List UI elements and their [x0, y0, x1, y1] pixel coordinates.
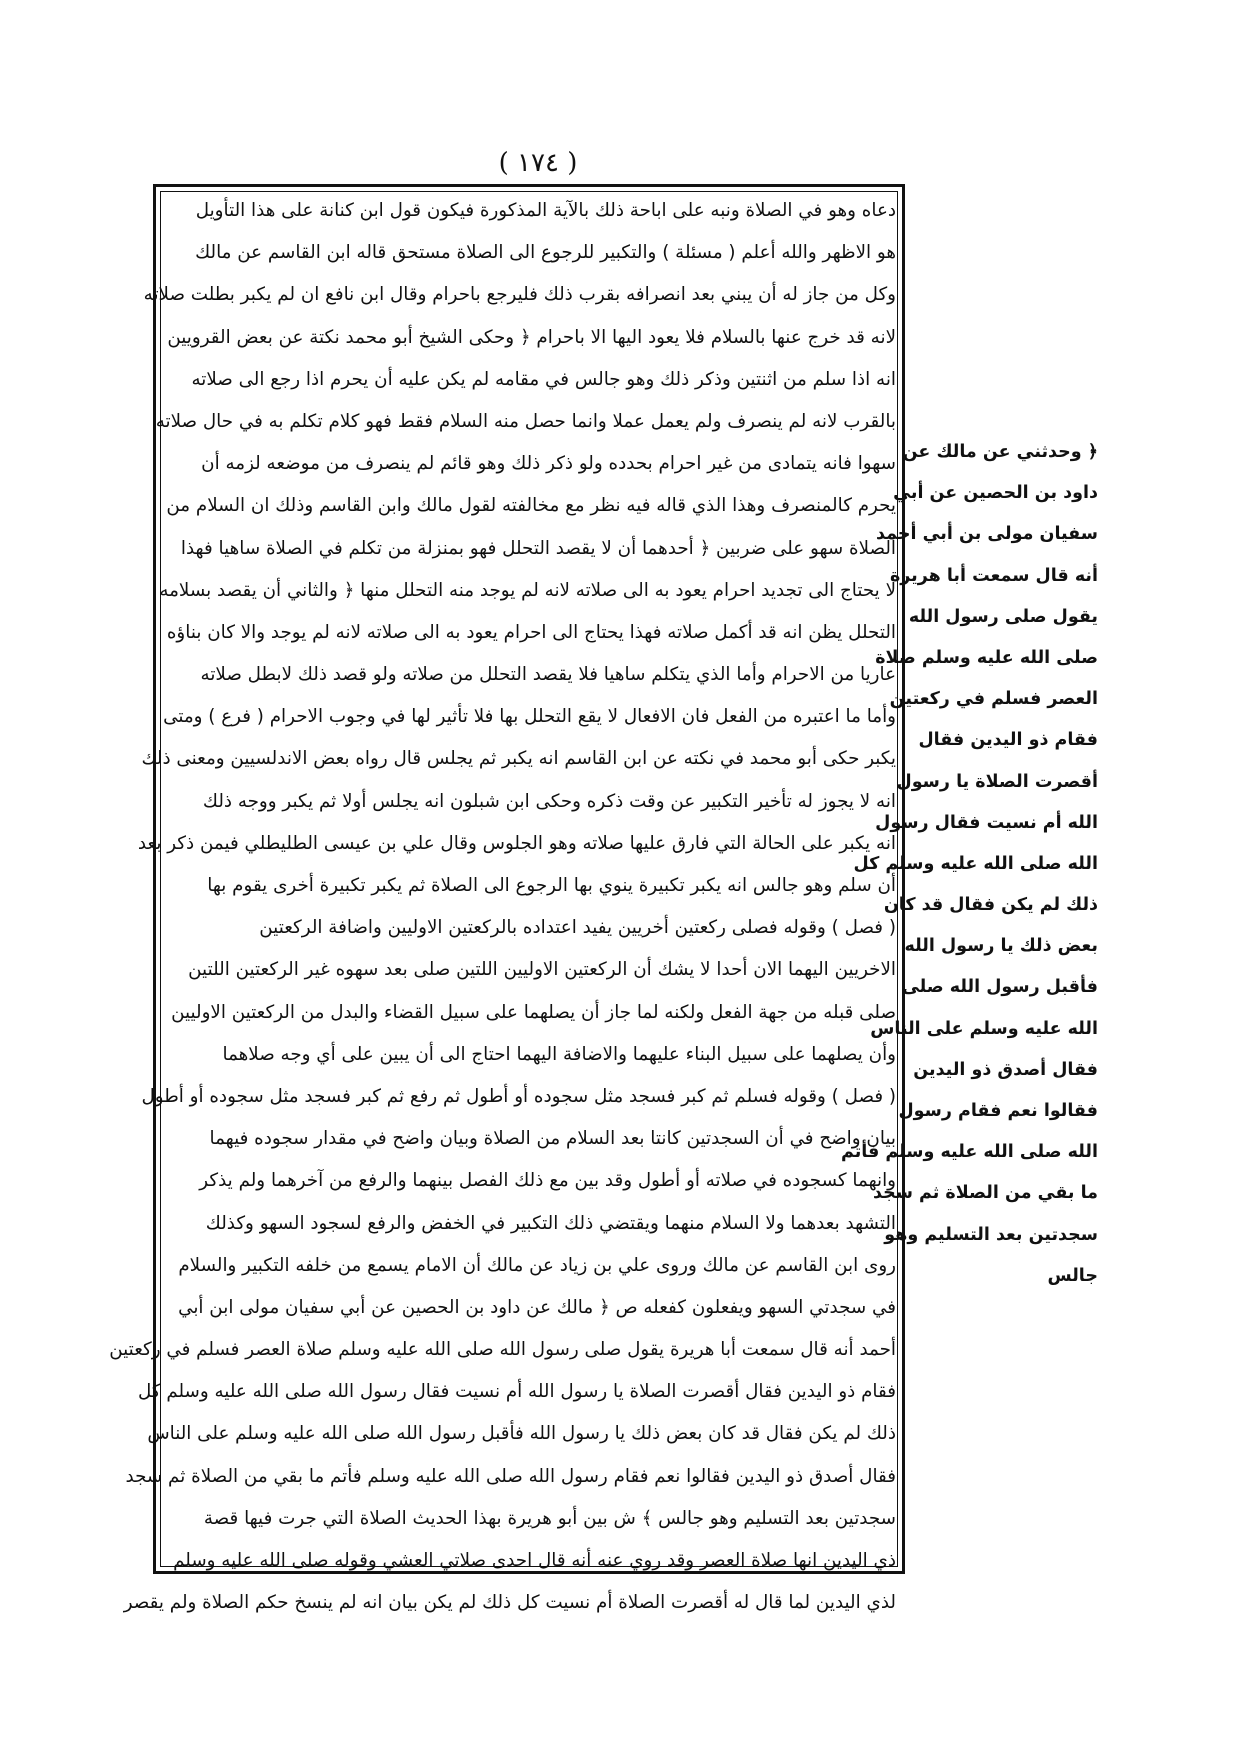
- main-text-line: صلى قبله من جهة الفعل ولكنه لما جاز أن يصلهما على سبيل القضاء والبدل من الركعتين الاوليين: [171, 1001, 896, 1023]
- main-text-line: وكل من جاز له أن يبني بعد انصرافه بقرب ذلك فليرجع باحرام وقال ابن نافع ان لم يكبر بطلت صلاته: [143, 284, 896, 306]
- main-text-line: انه اذا سلم من اثنتين وذكر ذلك وهو جالس في مقامه لم يكن عليه أن يحرم اذا رجع الى صلاته: [191, 368, 896, 390]
- marginal-text-line: فقام ذو اليدين فقال: [918, 730, 1098, 751]
- marginal-text-line: جالس: [1047, 1265, 1098, 1286]
- main-text-line: لانه قد خرج عنها بالسلام فلا يعود اليها الا باحرام ﴿ وحكى الشيخ أبو محمد نكتة عن بعض القرويين: [167, 326, 896, 348]
- main-text-line: لذي اليدين لما قال له أقصرت الصلاة أم نسيت كل ذلك لم يكن بيان انه لم ينسخ حكم الصلاة ولم يقصر: [123, 1592, 896, 1614]
- main-text-line: وانهما كسجوده في صلاته أو أطول وقد بين مع ذلك الفصل بينهما والرفع من آخرهما ولم يذكر: [199, 1170, 896, 1192]
- marginal-text-line: ما بقي من الصلاة ثم سجد: [873, 1183, 1098, 1204]
- marginal-text-line: ﴿ وحدثني عن مالك عن: [902, 442, 1098, 462]
- marginal-text-line: فقالوا نعم فقام رسول: [898, 1101, 1098, 1121]
- marginal-text-line: ذلك لم يكن فقال قد كان: [883, 895, 1098, 916]
- marginal-text-line: الله عليه وسلم على الناس: [870, 1018, 1098, 1039]
- marginal-text-line: الله صلى الله عليه وسلم كل: [853, 853, 1098, 874]
- marginal-text-line: بعض ذلك يا رسول الله: [904, 936, 1098, 957]
- marginal-text-line: فأقبل رسول الله صلى: [901, 977, 1098, 998]
- marginal-text-line: أقصرت الصلاة يا رسول: [896, 771, 1098, 792]
- marginal-text-line: أنه قال سمعت أبا هريرة: [889, 565, 1098, 586]
- main-text-line: بالقرب لانه لم ينصرف ولم يعمل عملا وانما حصل منه السلام فقط فهو كلام تكلم به في حال صلاته: [155, 410, 896, 432]
- main-text-line: عاريا من الاحرام وأما الذي يتكلم ساهيا فلا يقصد التحلل من صلاته ولو قصد ذلك لابطل صلاته: [200, 664, 896, 686]
- marginal-text-line: صلى الله عليه وسلم صلاة: [875, 647, 1098, 668]
- main-text-line: ذلك لم يكن فقال قد كان بعض ذلك يا رسول الله فأقبل رسول الله صلى الله عليه وسلم على الناس: [147, 1423, 896, 1445]
- main-text-line: ذي اليدين انها صلاة العصر وقد روي عنه أنه قال احدى صلاتي العشي وقوله صلى الله عليه وسلم: [173, 1550, 896, 1571]
- main-text-line: دعاه وهو في الصلاة ونبه على اباحة ذلك بالآية المذكورة فيكون قول ابن كنانة على هذا التأويل: [195, 200, 896, 221]
- marginal-text-line: يقول صلى رسول الله: [908, 606, 1098, 627]
- main-text-line: روى ابن القاسم عن مالك وروى علي بن زياد عن مالك أن الامام يسمع من خلفه التكبير والسلام: [178, 1254, 896, 1276]
- main-text-line: فقال أصدق ذو اليدين فقالوا نعم فقام رسول الله صلى الله عليه وسلم فأتم ما بقي من الصلاة ثم سجد: [125, 1465, 896, 1487]
- marginal-text-line: الله صلى الله عليه وسلم فأتم: [840, 1142, 1098, 1163]
- marginal-text-line: سجدتين بعد التسليم وهو: [884, 1224, 1098, 1245]
- marginal-text-line: الله أم نسيت فقال رسول: [875, 812, 1098, 833]
- main-text-line: فقام ذو اليدين فقال أقصرت الصلاة يا رسول الله أم نسيت فقال رسول الله صلى الله عليه وسلم كل: [137, 1381, 896, 1403]
- marginal-text-line: فقال أصدق ذو اليدين: [913, 1059, 1098, 1080]
- main-text-line: سجدتين بعد التسليم وهو جالس ﴾ ش بين أبو هريرة بهذا الحديث الصلاة التي جرت فيها قصة: [203, 1507, 896, 1529]
- main-text-line: انه لا يجوز له تأخير التكبير عن وقت ذكره وحكى ابن شبلون انه يجلس أولا ثم يكبر ووجه ذلك: [202, 790, 896, 812]
- main-text-line: انه يكبر على الحالة التي فارق عليها صلاته وهو الجلوس وقال علي بن عيسى الطليطلي فيمن ذكر بعد: [137, 832, 896, 854]
- marginal-text-line: العصر فسلم في ركعتين: [889, 689, 1098, 710]
- main-text-line: الصلاة سهو على ضربين ﴿ أحدهما أن لا يقصد التحلل فهو بمنزلة من تكلم في الصلاة ساهيا فهذا: [180, 537, 896, 559]
- page-number: ( ١٧٤ ): [498, 148, 578, 178]
- main-text-line: يحرم كالمنصرف وهذا الذي قاله فيه نظر مع مخالفته لقول مالك وابن القاسم وذلك ان السلام من: [166, 495, 896, 517]
- main-text-block: [109, 190, 896, 1624]
- marginal-hadith-text: [840, 432, 1098, 1297]
- main-text-line: أن سلم وهو جالس انه يكبر تكبيرة ينوي بها الرجوع الى الصلاة ثم يكبر تكبيرة أخرى يقوم بها: [207, 875, 896, 896]
- main-text-line: في سجدتي السهو ويفعلون كفعله ص ﴿ مالك عن داود بن الحصين عن أبي سفيان مولى ابن أبي: [178, 1296, 896, 1318]
- main-text-line: ( فصل ) وقوله فصلى ركعتين أخريين يفيد اعتداده بالركعتين الاوليين واضافة الركعتين: [259, 917, 896, 939]
- main-text-line: هو الاظهر والله أعلم ( مسئلة ) والتكبير للرجوع الى الصلاة مستحق قاله ابن القاسم عن مالك: [195, 242, 896, 264]
- main-text-line: ( فصل ) وقوله فسلم ثم كبر فسجد مثل سجوده أو أطول ثم رفع ثم كبر فسجد مثل سجوده أو أطول: [141, 1085, 896, 1107]
- main-text-line: أحمد أنه قال سمعت أبا هريرة يقول صلى رسول الله صلى الله عليه وسلم صلاة العصر فسلم في ركعتين: [109, 1339, 896, 1361]
- main-text-line: وأما ما اعتبره من الفعل فان الافعال لا يقع التحلل بها فلا تأثير لها في وجوب الاحرام ( فرع ) ومتى: [163, 706, 896, 728]
- main-text-line: الاخريين اليهما الان أحدا لا يشك أن الركعتين الاوليين اللتين صلى بعد سهوه غير الركعتين اللتين: [188, 959, 896, 981]
- main-text-line: التشهد بعدهما ولا السلام منهما ويقتضي ذلك التكبير في الخفض والرفع لسجود السهو وكذلك: [205, 1212, 896, 1234]
- marginal-text-line: داود بن الحصين عن أبي: [893, 483, 1098, 504]
- main-text-line: بيان واضح في أن السجدتين كانتا بعد السلام من الصلاة وبيان واضح في مقدار سجوده فيهما: [209, 1128, 896, 1150]
- main-text-line: سهوا فانه يتمادى من غير احرام بحدده ولو ذكر ذلك وهو قائم لم ينصرف من موضعه لزمه أن: [201, 453, 896, 475]
- main-text-line: التحلل يظن انه قد أكمل صلاته فهذا يحتاج الى احرام يعود به الى صلاته لانه لم يوجد والا كان بناؤه: [166, 621, 896, 643]
- main-text-line: لا يحتاج الى تجديد احرام يعود به الى صلاته لانه لم يوجد منه التحلل منها ﴿ والثاني أن يقصد بسلامه: [159, 579, 896, 601]
- marginal-text-line: سفيان مولى بن أبي أحمد: [876, 524, 1098, 545]
- main-text-line: وأن يصلهما على سبيل البناء عليهما والاضافة اليهما احتاج الى أن يبين على أي وجه صلاهما: [222, 1043, 896, 1065]
- main-text-line: يكبر حكى أبو محمد في نكته عن ابن القاسم انه يكبر ثم يجلس قال رواه بعض الاندلسيين ومعنى ذلك: [141, 748, 896, 770]
